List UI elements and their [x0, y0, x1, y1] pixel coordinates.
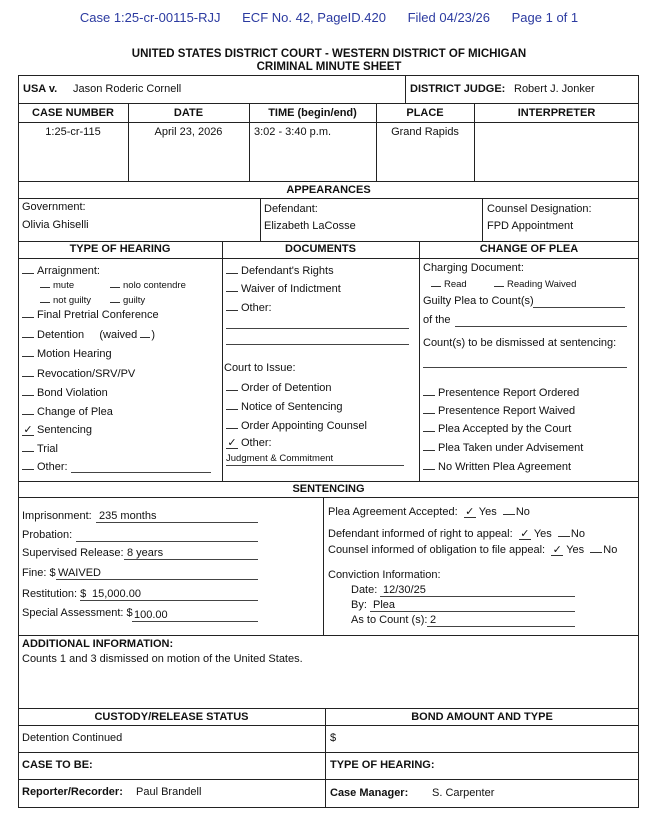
- usa-label: USA v.: [23, 83, 58, 95]
- custody-status-title: CUSTODY/RELEASE STATUS: [94, 711, 249, 723]
- imprisonment-label: Imprisonment:: [22, 510, 92, 522]
- conviction-count-value: 2: [430, 614, 437, 626]
- defendant-informed-appeal[interactable]: Defendant informed of right to appeal: ✓ Yes No: [328, 528, 585, 540]
- supervised-release-value: 8 years: [127, 547, 164, 559]
- case-number-value: 1:25-cr-115: [45, 126, 101, 138]
- final-pretrial-item[interactable]: Final Pretrial Conference: [22, 308, 159, 321]
- detention-item[interactable]: Detention (waived ): [22, 328, 155, 341]
- government-value: Olivia Ghiselli: [22, 219, 89, 231]
- nolo-item[interactable]: nolo contendre: [110, 278, 186, 291]
- case-to-be-label: CASE TO BE:: [22, 759, 93, 771]
- ecf-header: ECF No. 42, PageID.420: [242, 10, 386, 25]
- type-of-hearing-title: TYPE OF HEARING: [69, 243, 171, 255]
- charging-document-label: Charging Document:: [423, 262, 524, 274]
- place-value: Grand Rapids: [391, 126, 459, 138]
- other-issue-check-icon: ✓: [227, 437, 237, 449]
- other-document-item[interactable]: Other:: [226, 301, 272, 314]
- mute-item[interactable]: mute: [40, 278, 74, 291]
- plea-accepted-item[interactable]: Plea Accepted by the Court: [423, 422, 571, 435]
- other-hearing-item[interactable]: Other:: [22, 460, 68, 473]
- other-issue-item[interactable]: ✓ Other:: [227, 437, 272, 449]
- reporter-label: Reporter/Recorder:: [22, 786, 123, 798]
- case-manager-label: Case Manager:: [330, 787, 409, 799]
- case-number-header: CASE NUMBER: [32, 107, 114, 119]
- revocation-item[interactable]: Revocation/SRV/PV: [22, 367, 135, 380]
- judge-label: DISTRICT JUDGE:: [410, 83, 506, 95]
- trial-item[interactable]: Trial: [22, 442, 58, 455]
- court-title: UNITED STATES DISTRICT COURT - WESTERN DISTRICT OF MICHIGAN: [131, 48, 527, 60]
- fine-value: WAIVED: [58, 567, 101, 579]
- not-guilty-item[interactable]: not guilty: [40, 293, 91, 306]
- counsel-designation-value: FPD Appointment: [487, 220, 574, 232]
- special-assessment-value: 100.00: [134, 609, 168, 621]
- appearances-title: APPEARANCES: [286, 184, 371, 196]
- case-header: Case 1:25-cr-00115-RJJ: [79, 10, 221, 25]
- case-manager-value: S. Carpenter: [432, 787, 495, 799]
- probation-label: Probation:: [22, 529, 73, 541]
- additional-info-title: ADDITIONAL INFORMATION:: [22, 638, 174, 650]
- conviction-by-value: Plea: [373, 599, 396, 611]
- bond-amount-value: $: [330, 732, 337, 744]
- no-written-plea-item[interactable]: No Written Plea Agreement: [423, 460, 571, 473]
- counts-dismissed-label: Count(s) to be dismissed at sentencing:: [423, 337, 617, 349]
- notice-sentencing-item[interactable]: Notice of Sentencing: [226, 400, 343, 413]
- conviction-info-label: Conviction Information:: [328, 569, 441, 581]
- informed-appeal-yes-check-icon: ✓: [520, 528, 530, 540]
- read-item[interactable]: Read: [431, 277, 467, 290]
- conviction-count-label: As to Count (s):: [351, 614, 428, 626]
- of-the-label: of the: [423, 314, 451, 326]
- documents-title: DOCUMENTS: [285, 243, 356, 255]
- bond-title: BOND AMOUNT AND TYPE: [411, 711, 553, 723]
- defendant-counsel-label: Defendant:: [264, 203, 318, 215]
- imprisonment-value: 235 months: [99, 510, 157, 522]
- judgment-commitment-value: Judgment & Commitment: [226, 453, 334, 464]
- special-assessment-label: Special Assessment: $: [22, 607, 133, 619]
- fine-label: Fine: $: [22, 567, 56, 579]
- restitution-value: 15,000.00: [92, 588, 141, 600]
- sentencing-item[interactable]: ✓ Sentencing: [23, 424, 93, 436]
- reporter-value: Paul Brandell: [136, 786, 202, 798]
- time-value: 3:02 - 3:40 p.m.: [254, 126, 332, 138]
- bond-violation-item[interactable]: Bond Violation: [22, 386, 108, 399]
- order-counsel-item[interactable]: Order Appointing Counsel: [226, 419, 367, 432]
- guilty-plea-count-label: Guilty Plea to Count(s): [423, 295, 534, 307]
- defendants-rights-item[interactable]: Defendant's Rights: [226, 264, 334, 277]
- arraignment-item[interactable]: Arraignment:: [22, 264, 100, 277]
- supervised-release-label: Supervised Release:: [22, 547, 124, 559]
- date-value: April 23, 2026: [154, 126, 223, 138]
- filed-header: Filed 04/23/26: [407, 10, 490, 25]
- place-header: PLACE: [406, 107, 444, 119]
- court-to-issue-label: Court to Issue:: [224, 362, 296, 374]
- defendant-name: Jason Roderic Cornell: [73, 83, 182, 95]
- change-of-plea-title: CHANGE OF PLEA: [479, 243, 579, 255]
- waiver-indictment-item[interactable]: Waiver of Indictment: [226, 282, 341, 295]
- change-of-plea-item[interactable]: Change of Plea: [22, 405, 113, 418]
- page-header: Page 1 of 1: [511, 10, 579, 25]
- interpreter-header: INTERPRETER: [517, 107, 596, 119]
- plea-agreement-accepted[interactable]: Plea Agreement Accepted: ✓ Yes No: [328, 506, 530, 518]
- conviction-date-value: 12/30/25: [383, 584, 426, 596]
- counsel-informed-appeal[interactable]: Counsel informed of obligation to file appeal: ✓ Yes No: [328, 544, 618, 556]
- counsel-appeal-yes-check-icon: ✓: [552, 544, 562, 556]
- motion-hearing-item[interactable]: Motion Hearing: [22, 347, 112, 360]
- type-of-hearing-label: TYPE OF HEARING:: [330, 759, 435, 771]
- custody-status-value: Detention Continued: [22, 732, 123, 744]
- plea-agreement-yes-check-icon: ✓: [465, 506, 475, 518]
- conviction-by-label: By:: [351, 599, 367, 611]
- sentencing-check-icon: ✓: [23, 424, 33, 436]
- plea-advisement-item[interactable]: Plea Taken under Advisement: [423, 441, 583, 454]
- judge-name: Robert J. Jonker: [514, 83, 595, 95]
- restitution-label: Restitution: $: [22, 588, 87, 600]
- sheet-title: CRIMINAL MINUTE SHEET: [256, 61, 402, 73]
- order-detention-item[interactable]: Order of Detention: [226, 381, 332, 394]
- presentence-ordered-item[interactable]: Presentence Report Ordered: [423, 386, 579, 399]
- sentencing-title: SENTENCING: [292, 483, 365, 495]
- time-header: TIME (begin/end): [268, 107, 357, 119]
- counsel-designation-label: Counsel Designation:: [487, 203, 592, 215]
- reading-waived-item[interactable]: Reading Waived: [494, 277, 576, 290]
- government-label: Government:: [22, 201, 86, 213]
- filing-header: [0, 10, 658, 25]
- guilty-item[interactable]: guilty: [110, 293, 145, 306]
- additional-info-text: Counts 1 and 3 dismissed on motion of the United States.: [22, 653, 303, 665]
- date-header: DATE: [173, 107, 204, 119]
- defendant-counsel-value: Elizabeth LaCosse: [264, 220, 356, 232]
- presentence-waived-item[interactable]: Presentence Report Waived: [423, 404, 575, 417]
- conviction-date-label: Date:: [351, 584, 378, 596]
